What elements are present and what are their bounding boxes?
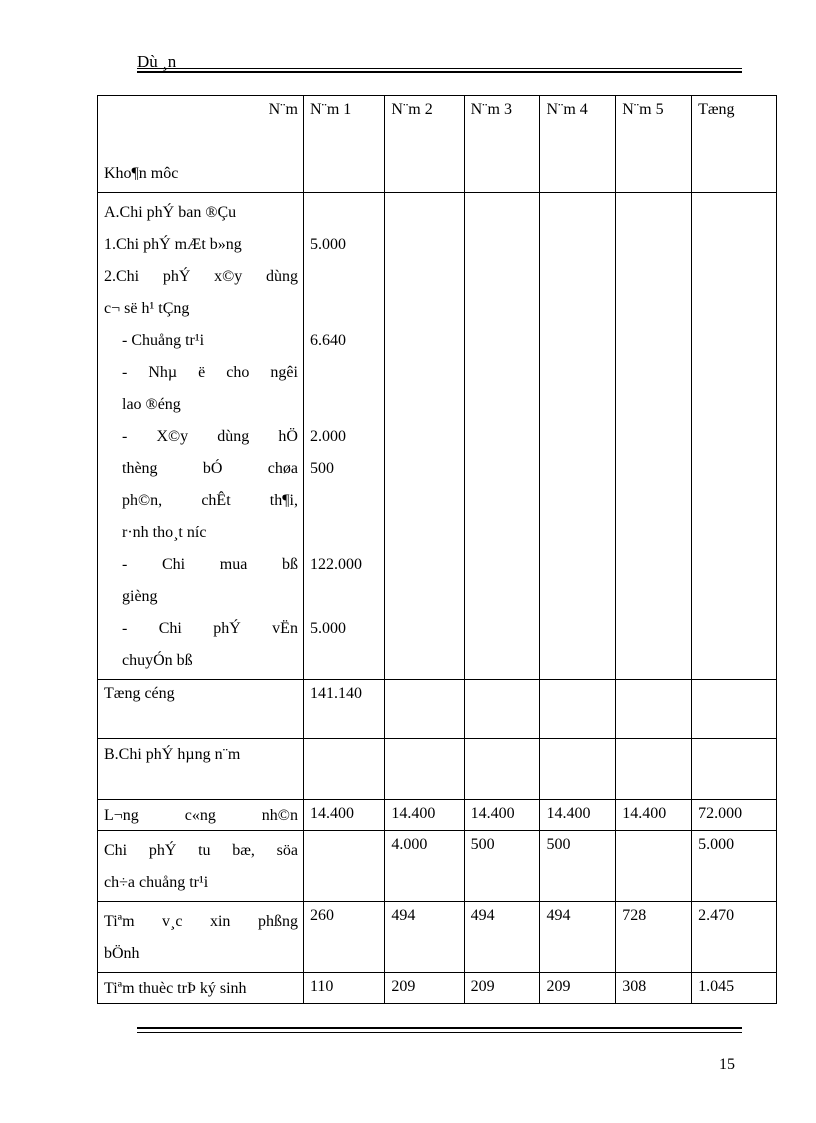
row-value: 209	[385, 973, 464, 1004]
row-label-line: bÖnh	[104, 945, 140, 962]
row-value: 209	[540, 973, 616, 1004]
row-label	[98, 973, 304, 1004]
table-cell	[616, 739, 692, 800]
column-header: Tæng	[692, 96, 777, 193]
row-value	[303, 831, 384, 902]
corner-cell	[98, 96, 304, 193]
section-a-line: - Chi phÝ vËn	[122, 620, 298, 637]
table-cell	[692, 739, 777, 800]
column-header: N¨m 3	[464, 96, 540, 193]
section-a-value	[310, 197, 379, 229]
table-row	[98, 902, 777, 973]
table-cell	[385, 739, 464, 800]
section-a-line: c¬ së h¹ tÇng	[104, 300, 190, 317]
section-a-line: 1.Chi phÝ mÆt b»ng	[104, 236, 242, 253]
row-value: 500	[464, 831, 540, 902]
section-a-value: 500	[309, 460, 334, 477]
table-cell	[692, 680, 777, 739]
section-a-line: thèng bÓ chøa	[122, 460, 298, 477]
header-rule	[137, 68, 742, 73]
column-header: N¨m 1	[303, 96, 384, 193]
total-label: Tæng céng	[98, 680, 304, 739]
row-value: 494	[464, 902, 540, 973]
section-a-value	[310, 389, 379, 421]
corner-item-label: Kho¶n môc	[104, 165, 179, 182]
section-a-value	[310, 645, 379, 677]
table-cell	[540, 193, 616, 680]
corner-year-label: N¨m	[268, 101, 298, 118]
section-a-line: lao ®éng	[122, 396, 181, 413]
row-label-line: L¬ng c«ng nh©n	[104, 807, 298, 824]
row-value: 14.400	[303, 800, 384, 831]
row-value: 14.400	[464, 800, 540, 831]
section-a-value	[310, 357, 379, 389]
table-cell	[385, 193, 464, 680]
table-cell	[692, 193, 777, 680]
row-label-line: Chi phÝ tu bæ, söa	[104, 842, 298, 859]
row-value: 1.045	[692, 973, 777, 1004]
section-a-line: chuyÓn bß	[122, 652, 193, 669]
section-a-line: gièng	[122, 588, 158, 605]
row-value: 4.000	[385, 831, 464, 902]
row-value: 260	[303, 902, 384, 973]
row-value: 14.400	[540, 800, 616, 831]
section-a-line: - Nhµ ë cho ngêi	[122, 364, 298, 381]
row-value: 500	[540, 831, 616, 902]
table-cell	[616, 680, 692, 739]
section-a-value: 6.640	[309, 332, 346, 349]
section-a-year1-cell	[303, 193, 384, 680]
row-label	[98, 902, 304, 973]
header-title: Dù ¸n	[137, 52, 177, 71]
section-a-value	[310, 517, 379, 549]
column-header: N¨m 2	[385, 96, 464, 193]
table-cell	[540, 680, 616, 739]
column-header: N¨m 5	[616, 96, 692, 193]
table-cell	[385, 680, 464, 739]
table-cell	[464, 193, 540, 680]
section-a-value: 122.000	[309, 556, 362, 573]
header-row	[98, 96, 777, 193]
column-header: N¨m 4	[540, 96, 616, 193]
row-value	[616, 831, 692, 902]
row-value: 494	[385, 902, 464, 973]
row-value: 308	[616, 973, 692, 1004]
row-label-line: Tiªm thuèc trÞ ký sinh	[104, 980, 247, 997]
section-a-value	[310, 293, 379, 325]
row-value: 14.400	[616, 800, 692, 831]
table-cell	[303, 739, 384, 800]
row-value: 72.000	[692, 800, 777, 831]
row-label	[98, 831, 304, 902]
section-b-label: B.Chi phÝ hµng n¨m	[98, 739, 304, 800]
section-a-line: - X©y dùng hÖ	[122, 428, 298, 445]
section-a-label-cell	[98, 193, 304, 680]
section-a-value: 5.000	[309, 620, 346, 637]
footer-rule	[137, 1027, 742, 1033]
page-number: 15	[719, 1056, 735, 1073]
section-a-line: 2.Chi phÝ x©y dùng	[104, 268, 298, 285]
section-b-row	[98, 739, 777, 800]
budget-table	[97, 95, 777, 1004]
section-a-line: ph©n, chÊt th¶i,	[122, 492, 298, 509]
table-row	[98, 973, 777, 1004]
section-a-line: r·nh tho¸t níc	[122, 524, 207, 541]
table-cell	[616, 193, 692, 680]
section-a-value	[310, 485, 379, 517]
table-row	[98, 800, 777, 831]
row-label-line: ch÷a chuång tr¹i	[104, 874, 209, 891]
total-year1: 141.140	[303, 680, 384, 739]
section-a-line: A.Chi phÝ ban ®Çu	[104, 204, 237, 221]
section-a-line: - Chuång tr¹i	[122, 332, 205, 349]
row-value: 110	[303, 973, 384, 1004]
row-value: 5.000	[692, 831, 777, 902]
section-a-value	[310, 261, 379, 293]
table-row	[98, 831, 777, 902]
total-row	[98, 680, 777, 739]
row-value: 14.400	[385, 800, 464, 831]
row-value: 209	[464, 973, 540, 1004]
section-a-value: 2.000	[309, 428, 346, 445]
row-label	[98, 800, 304, 831]
row-value: 494	[540, 902, 616, 973]
row-value: 728	[616, 902, 692, 973]
row-label-line: Tiªm v¸c xin phßng	[104, 913, 298, 930]
section-a-line: - Chi mua bß	[122, 556, 298, 573]
table-cell	[540, 739, 616, 800]
section-a-value: 5.000	[309, 236, 346, 253]
table-cell	[464, 680, 540, 739]
section-a-value	[310, 581, 379, 613]
section-a-row	[98, 193, 777, 680]
row-value: 2.470	[692, 902, 777, 973]
table-cell	[464, 739, 540, 800]
